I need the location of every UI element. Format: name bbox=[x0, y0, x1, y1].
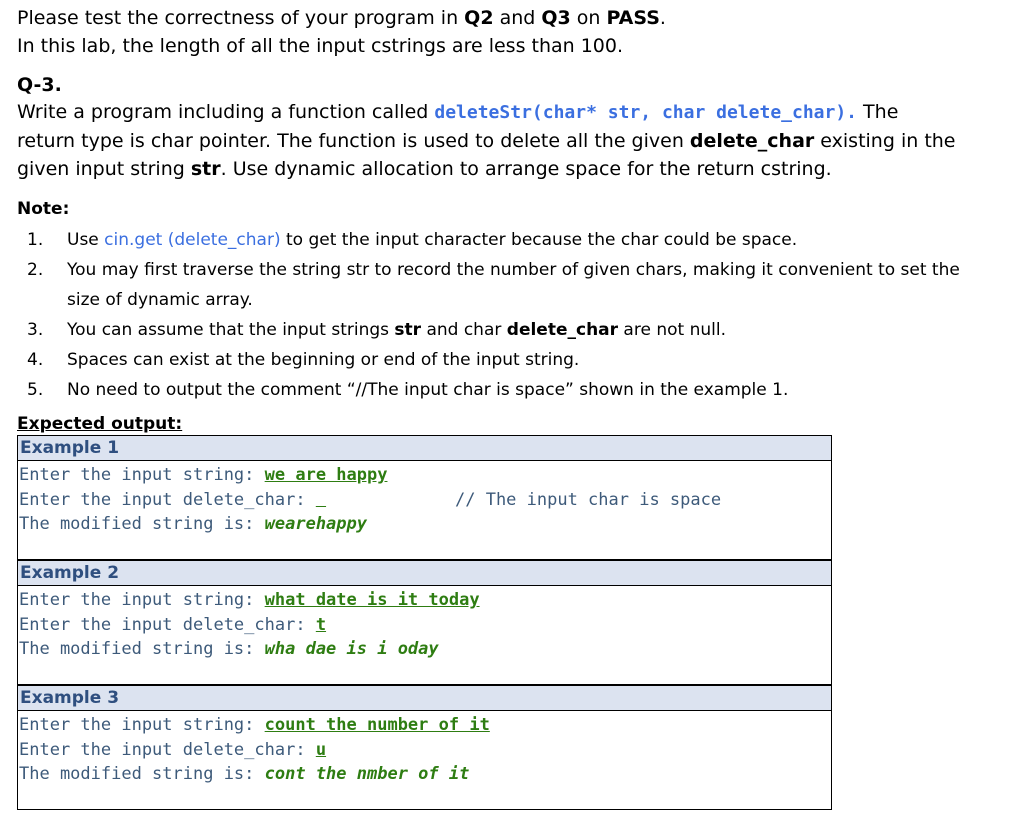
note-title: Note: bbox=[17, 199, 70, 219]
note-list bbox=[17, 225, 1012, 405]
user-input: u bbox=[315, 739, 327, 760]
note-number: 1. bbox=[27, 230, 44, 250]
example-box bbox=[17, 560, 832, 685]
note-item bbox=[17, 375, 1012, 405]
note-number: 4. bbox=[27, 350, 44, 370]
question-text: given input string bbox=[17, 158, 191, 180]
user-input bbox=[316, 490, 326, 510]
note-item bbox=[17, 315, 1012, 345]
example-label: Example 2 bbox=[18, 560, 831, 586]
delete-char-term: delete_char bbox=[506, 320, 619, 340]
console-line bbox=[18, 488, 831, 513]
intro-text: Please test the correctness of your program in bbox=[17, 7, 465, 29]
note-text: You may first traverse the string str to record the number of given chars, making it convenient to set the bbox=[67, 260, 960, 280]
intro-line-2: In this lab, the length of all the input cstrings are less than 100. bbox=[17, 35, 624, 57]
console-prompt: Enter the input delete_char: bbox=[19, 489, 316, 510]
note-text: Spaces can exist at the beginning or end of the input string. bbox=[67, 350, 580, 370]
question-line-1 bbox=[17, 98, 1012, 127]
q2-label: Q2 bbox=[464, 7, 494, 29]
example-console bbox=[18, 461, 831, 559]
example-label: Example 3 bbox=[18, 685, 831, 711]
question-text: return type is char pointer. The function is used to delete all the given bbox=[17, 130, 690, 152]
str-term: str bbox=[190, 158, 221, 180]
note-text: to get the input character because the char could be space. bbox=[280, 230, 798, 250]
console-line bbox=[18, 713, 831, 738]
console-comment: // The input char is space bbox=[455, 489, 722, 510]
intro-line-1 bbox=[17, 4, 1012, 32]
console-line bbox=[18, 637, 831, 662]
note-text: You can assume that the input strings bbox=[67, 320, 395, 340]
console-line bbox=[18, 762, 831, 787]
example-box bbox=[17, 685, 832, 810]
user-input: what date is it today bbox=[264, 590, 480, 610]
q3-label: Q3 bbox=[541, 7, 571, 29]
console-line bbox=[18, 512, 831, 537]
str-term: str bbox=[394, 320, 422, 340]
console-prompt: Enter the input string: bbox=[19, 590, 265, 610]
console-line bbox=[18, 463, 831, 488]
document-page bbox=[17, 4, 1012, 810]
example-console bbox=[18, 586, 831, 684]
note-text: No need to output the comment “//The input char is space” shown in the example 1. bbox=[67, 380, 789, 400]
question-title: Q-3. bbox=[17, 74, 62, 96]
function-signature: deleteStr(char* str, char delete_char). bbox=[434, 102, 858, 123]
question-line-3 bbox=[17, 155, 1012, 183]
note-number: 2. bbox=[27, 260, 44, 280]
question-text: The bbox=[857, 101, 899, 123]
note-text: are not null. bbox=[618, 320, 726, 340]
user-input: count the number of it bbox=[264, 715, 490, 735]
note-number: 3. bbox=[27, 320, 44, 340]
user-input: t bbox=[315, 614, 327, 635]
note-text: and char bbox=[421, 320, 507, 340]
question-text: existing in the bbox=[814, 130, 956, 152]
intro-text: on bbox=[570, 7, 607, 29]
note-item bbox=[17, 225, 1012, 255]
console-line bbox=[18, 588, 831, 613]
console-prompt: The modified string is: bbox=[19, 764, 265, 784]
note-item bbox=[17, 345, 1012, 375]
console-prompt: Enter the input delete_char: bbox=[19, 614, 316, 635]
console-prompt: The modified string is: bbox=[19, 639, 265, 659]
note-text: size of dynamic array. bbox=[67, 290, 253, 310]
pass-label: PASS bbox=[606, 7, 660, 29]
console-prompt: Enter the input string: bbox=[19, 715, 265, 735]
intro-text: . bbox=[659, 7, 666, 29]
console-prompt: Enter the input delete_char: bbox=[19, 739, 316, 760]
console-line bbox=[18, 738, 831, 763]
question-line-2 bbox=[17, 127, 1012, 155]
question-text: . Use dynamic allocation to arrange space for the return cstring. bbox=[220, 158, 832, 180]
expected-output-title: Expected output: bbox=[17, 414, 183, 434]
note-text: Use bbox=[67, 230, 105, 250]
program-output: wha dae is i oday bbox=[264, 639, 439, 659]
example-box bbox=[17, 435, 832, 560]
cin-get-reference: cin.get (delete_char) bbox=[104, 230, 281, 250]
example-label: Example 1 bbox=[18, 436, 831, 461]
console-line bbox=[18, 613, 831, 638]
question-text: Write a program including a function called bbox=[17, 101, 435, 123]
intro-text: and bbox=[493, 7, 542, 29]
delete-char-term: delete_char bbox=[689, 130, 815, 152]
console-prompt: The modified string is: bbox=[19, 514, 265, 534]
note-item bbox=[17, 255, 1012, 315]
example-console bbox=[18, 711, 831, 809]
console-prompt: Enter the input string: bbox=[19, 465, 265, 485]
note-number: 5. bbox=[27, 380, 44, 400]
user-input: we are happy bbox=[264, 465, 388, 485]
program-output: cont the nmber of it bbox=[264, 764, 470, 784]
program-output: wearehappy bbox=[264, 514, 367, 534]
